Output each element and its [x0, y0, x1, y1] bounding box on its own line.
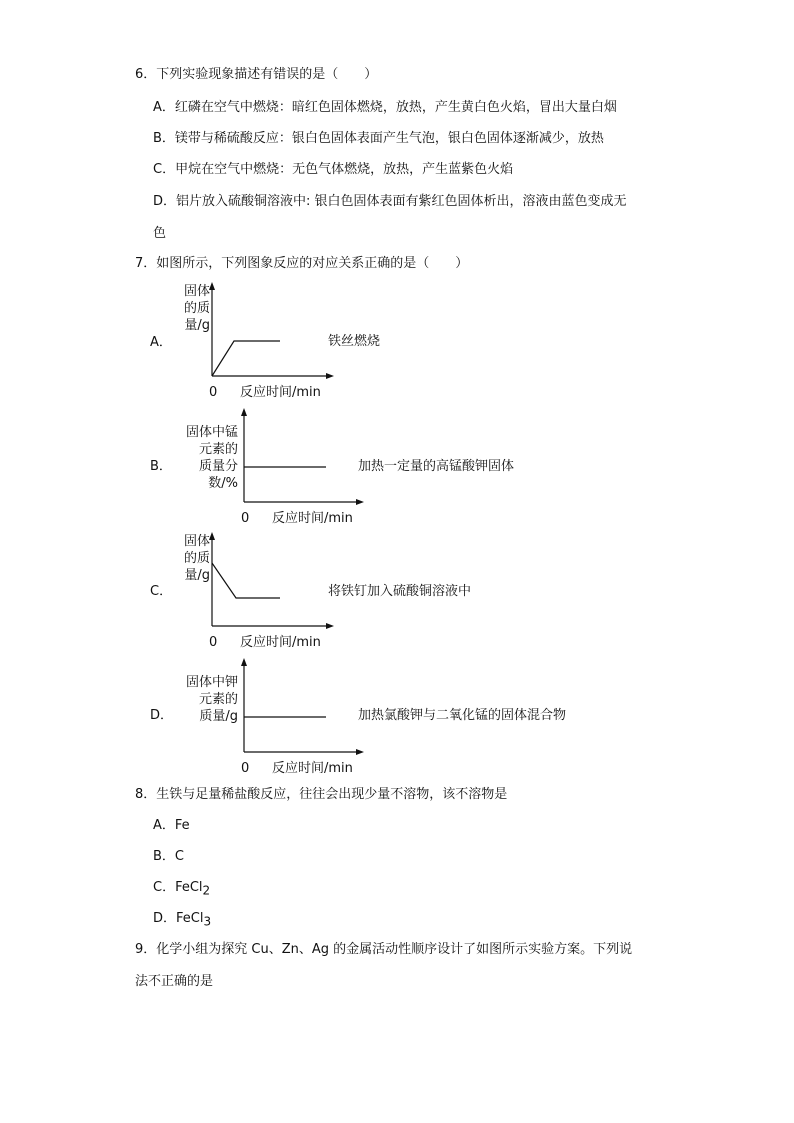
graph-b-ylabel: 固体中锰 元素的 质量分 数/% — [185, 425, 238, 491]
q8-option-b: B．C — [153, 849, 184, 864]
graph-c-ylabel: 固体 的质 量/g — [183, 534, 210, 583]
graph-d-xlabel: 反应时间/min — [272, 761, 353, 776]
graph-a-curve — [212, 341, 280, 376]
graph-d-letter: D． — [150, 708, 174, 723]
graph-b-y-arrow — [241, 408, 247, 416]
graph-a-ylabel: 固体 的质 量/g — [183, 284, 210, 333]
q7-stem: 7．如图所示，下列图象反应的对应关系正确的是（ ） — [135, 256, 469, 271]
graph-d-plot — [232, 656, 372, 766]
graph-a-x-arrow — [326, 373, 334, 379]
q6-option-d: D．铝片放入硫酸铜溶液中: 银白色固体表面有紫红色固体析出，溶液由蓝色变成无 — [153, 194, 627, 209]
q6-stem: 6．下列实验现象描述有错误的是（ ） — [135, 67, 378, 82]
graph-d-ylabel: 固体中钾 元素的 质量/g — [185, 675, 238, 724]
graph-b-origin: 0 — [241, 511, 250, 526]
graph-b-xlabel: 反应时间/min — [272, 511, 353, 526]
q8-option-a: A．Fe — [153, 818, 190, 833]
graph-d-y-arrow — [241, 658, 247, 666]
graph-c-x-arrow — [326, 623, 334, 629]
graph-c-curve — [212, 563, 280, 598]
q8-option-c: C．FeCl$_2$ — [153, 880, 211, 898]
q8-stem: 8．生铁与足量稀盐酸反应，往往会出现少量不溶物，该不溶物是 — [135, 787, 508, 802]
graph-b-caption: 加热一定量的高锰酸钾固体 — [358, 459, 515, 474]
graph-d-caption: 加热氯酸钾与二氧化锰的固体混合物 — [358, 708, 567, 723]
graph-a-letter: A． — [150, 335, 172, 350]
graph-a-y-arrow — [209, 282, 215, 290]
graph-a-origin: 0 — [209, 385, 218, 400]
graph-c-origin: 0 — [209, 635, 218, 650]
q6-option-a: A．红磷在空气中燃烧：暗红色固体燃烧，放热，产生黄白色火焰，冒出大量白烟 — [153, 100, 617, 115]
graph-d-x-arrow — [356, 749, 364, 755]
q9-stem-line1: 9．化学小组为探究 Cu、Zn、Ag 的金属活动性顺序设计了如图所示实验方案。下列说 — [135, 942, 633, 957]
graph-b-plot — [232, 406, 372, 516]
graph-a-plot — [200, 280, 340, 390]
q6-option-d-cont: 色 — [153, 226, 167, 241]
graph-b-letter: B． — [150, 459, 172, 474]
graph-c-letter: C． — [150, 584, 173, 599]
graph-c-plot — [200, 530, 340, 640]
graph-d-origin: 0 — [241, 761, 250, 776]
q6-option-c: C．甲烷在空气中燃烧：无色气体燃烧，放热，产生蓝紫色火焰 — [153, 162, 514, 177]
graph-b-x-arrow — [356, 499, 364, 505]
graph-a-xlabel: 反应时间/min — [240, 385, 321, 400]
q6-option-b: B．镁带与稀硫酸反应：银白色固体表面产生气泡，银白色固体逐渐减少，放热 — [153, 131, 604, 146]
graph-c-xlabel: 反应时间/min — [240, 635, 321, 650]
graph-c-caption: 将铁钉加入硫酸铜溶液中 — [328, 584, 472, 599]
graph-c-y-arrow — [209, 532, 215, 540]
q8-option-d: D．FeCl$_3$ — [153, 911, 212, 929]
graph-a-caption: 铁丝燃烧 — [328, 334, 381, 349]
q9-stem-line2: 法不正确的是 — [135, 974, 214, 989]
